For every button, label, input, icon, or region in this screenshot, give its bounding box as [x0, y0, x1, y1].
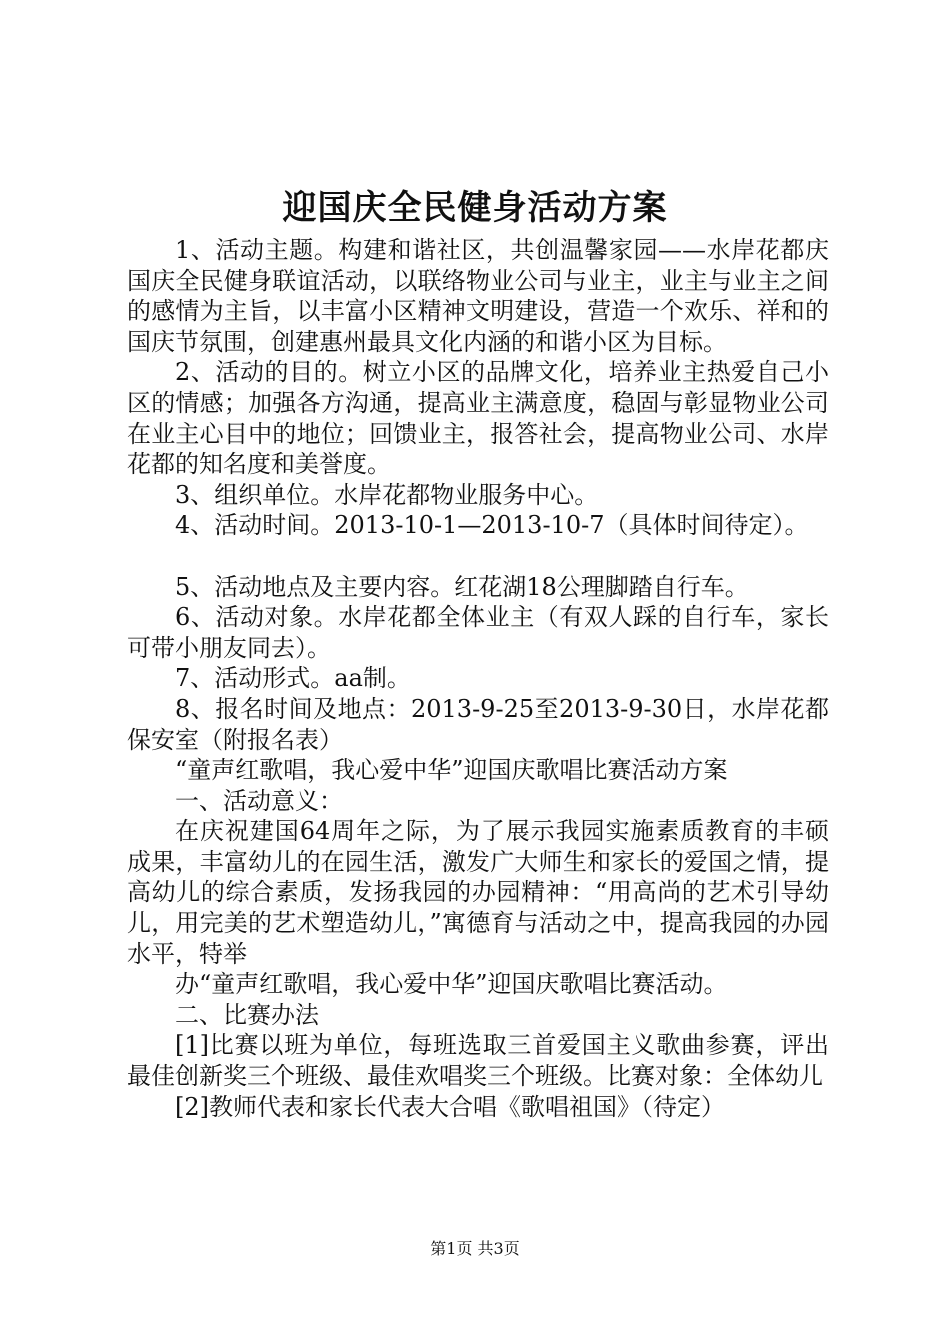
- document-title: 迎国庆全民健身活动方案: [282, 188, 668, 228]
- paragraph-significance-heading: 一、活动意义：: [175, 786, 343, 815]
- paragraph-activity-format: 7、活动形式。aa制。: [175, 664, 411, 693]
- paragraph-rule-1: [1]比赛以班为单位，每班选取三首爱国主义歌曲参赛，评出最佳创新奖三个班级、最佳欢唱奖三个班级。比赛对象：全体幼儿: [127, 1031, 829, 1091]
- paragraph-activity-participants: 6、活动对象。水岸花都全体业主（有双人踩的自行车，家长可带小朋友同去）。: [127, 603, 829, 662]
- paragraph-rules-heading: 二、比赛办法: [175, 1000, 319, 1029]
- document-body: [127, 235, 829, 1122]
- paragraph-activity-time: 4、活动时间。2013-10-1—2013-10-7（具体时间待定）。: [175, 511, 809, 540]
- paragraph-section-heading: “童声红歌唱，我心爱中华”迎国庆歌唱比赛活动方案: [175, 756, 728, 785]
- paragraph-registration: 8、报名时间及地点：2013-9-25至2013-9-30日，水岸花都保安室（附报名表）: [127, 694, 829, 754]
- page-footer: 第1页 共3页: [430, 1239, 520, 1258]
- paragraph-activity-theme: 1、活动主题。构建和谐社区，共创温馨家园——水岸花都庆国庆全民健身联谊活动，以联络物业公司与业主，业主与业主之间的感情为主旨，以丰富小区精神文明建设，营造一个欢乐、祥和的国庆节氛围，创建惠州最具文化内涵的和谐小区为目标。: [127, 236, 829, 356]
- paragraph-organizer: 3、组织单位。水岸花都物业服务中心。: [175, 480, 599, 509]
- paragraph-significance-body: 在庆祝建国64周年之际，为了展示我园实施素质教育的丰硕成果，丰富幼儿的在园生活，激发广大师生和家长的爱国之情，提高幼儿的综合素质，发扬我园的办园精神：“用高尚的艺术引导幼儿，用完美的艺术塑造幼儿，”寓德育与活动之中，提高我园的办园水平，特举: [127, 817, 829, 968]
- paragraph-activity-location: 5、活动地点及主要内容。红花湖18公理脚踏自行车。: [175, 572, 749, 601]
- paragraph-activity-purpose: 2、活动的目的。树立小区的品牌文化，培养业主热爱自己小区的情感；加强各方沟通，提高业主满意度，稳固与彰显物业公司在业主心目中的地位；回馈业主，报答社会，提高物业公司、水岸花都的知名度和美誉度。: [127, 358, 829, 479]
- paragraph-competition-name: 办“童声红歌唱，我心爱中华”迎国庆歌唱比赛活动。: [175, 970, 728, 999]
- paragraph-rule-2: [2]教师代表和家长代表大合唱《歌唱祖国》（待定）: [175, 1092, 725, 1121]
